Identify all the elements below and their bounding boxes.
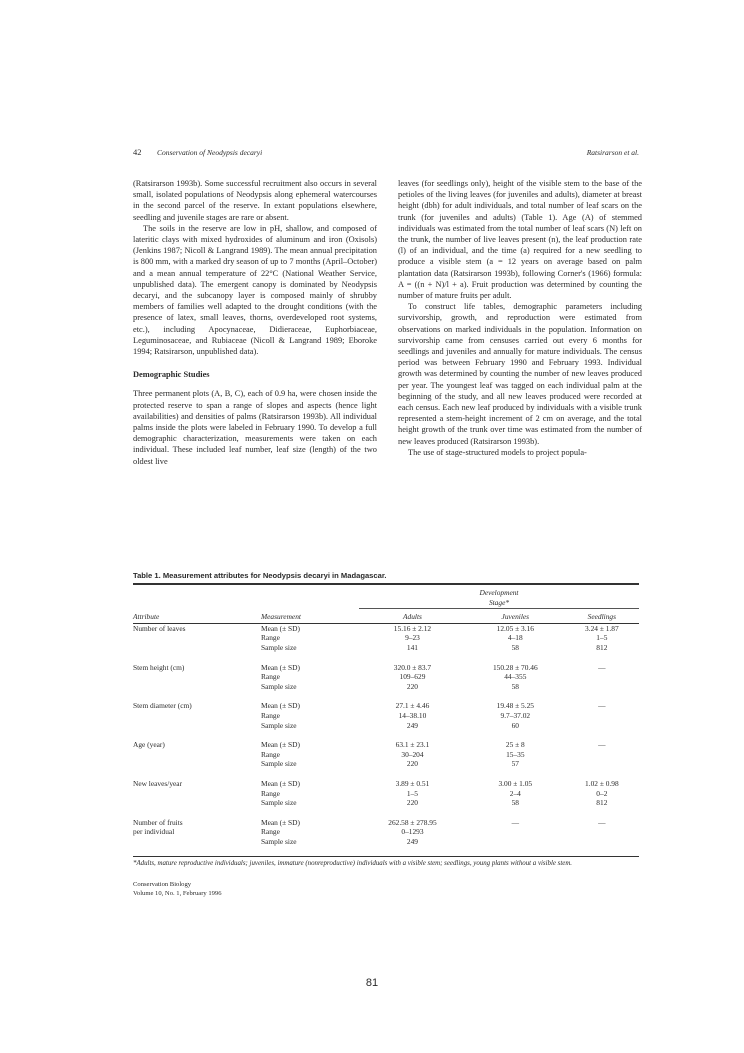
- attribute-cell: Number of fruits: [133, 817, 183, 827]
- table-row: [133, 789, 639, 799]
- attribute-cell: [133, 798, 261, 818]
- table-row: [133, 818, 639, 828]
- adults-cell: 15.16 ± 2.12: [393, 623, 432, 633]
- juveniles-cell: 3.00 ± 1.05: [498, 778, 533, 788]
- juveniles-cell: 2–4: [509, 788, 521, 798]
- seedlings-cell: 812: [596, 798, 608, 808]
- adults-cell: 220: [406, 681, 418, 691]
- measurement-cell: Mean (± SD): [261, 778, 300, 788]
- juveniles-cell: 25 ± 8: [505, 740, 525, 750]
- attribute-cell: [133, 789, 261, 799]
- juveniles-cell: 9.7–37.02: [500, 710, 531, 720]
- table-row: [133, 672, 639, 682]
- attribute-cell: Stem diameter (cm): [133, 701, 192, 711]
- table-row: [133, 643, 639, 663]
- section-paragraph: Three permanent plots (A, B, C), each of 0.9 ha, were chosen inside the protected reserve to span a range of slopes and aspects (hence light availabilities) and densities of palms (Ratsirarson 1993b). All individual palms inside the plots were labeled in February 1990. To develop a full demographic characterization, measurements were taken on each individual. These included leaf number, leaf size (length) of the two oldest live: [133, 389, 377, 466]
- juveniles-cell: —: [511, 817, 519, 827]
- seedlings-cell: 812: [596, 642, 608, 652]
- table-row: [133, 740, 639, 750]
- attribute-cell: [133, 633, 261, 643]
- col-measurement: Measurement: [261, 612, 301, 622]
- bottom-page-number: 81: [365, 977, 379, 989]
- table-caption: Table 1. Measurement attributes for Neodypsis decaryi in Madagascar.: [133, 571, 387, 580]
- measurement-cell: Mean (± SD): [261, 740, 300, 750]
- table-row: [133, 759, 639, 779]
- header-authors: Ratsirarson et al.: [586, 148, 639, 157]
- adults-cell: 3.89 ± 0.51: [395, 778, 430, 788]
- seedlings-cell: [565, 711, 639, 721]
- attribute-cell: Age (year): [133, 740, 165, 750]
- col-adults: Adults: [403, 612, 422, 622]
- measurement-cell: Sample size: [261, 720, 297, 730]
- adults-cell: 249: [406, 720, 418, 730]
- attribute-cell: [133, 672, 261, 682]
- adults-cell: 109–629: [399, 672, 426, 682]
- adults-cell: 1–5: [406, 788, 418, 798]
- table-row: [133, 798, 639, 818]
- seedlings-cell: 1–5: [596, 633, 608, 643]
- running-header: [133, 147, 639, 161]
- attribute-cell: [133, 759, 261, 779]
- seedlings-cell: [565, 827, 639, 837]
- adults-cell: 63.1 ± 23.1: [395, 740, 430, 750]
- seedlings-cell: 3.24 ± 1.87: [585, 623, 619, 633]
- journal-footer: [133, 880, 222, 898]
- seedlings-cell: [565, 721, 639, 741]
- table-row: [133, 750, 639, 760]
- adults-cell: 9–23: [405, 633, 420, 643]
- seedlings-cell: 1.02 ± 0.98: [585, 778, 619, 788]
- seedlings-cell: [565, 682, 639, 702]
- seedlings-cell: —: [598, 817, 606, 827]
- juveniles-cell: 12.05 ± 3.16: [496, 623, 534, 633]
- table-row: [133, 701, 639, 711]
- measurement-cell: Range: [261, 788, 280, 798]
- table-row: [133, 721, 639, 741]
- footer-volume: Volume 10, No. 1, February 1996: [133, 890, 222, 897]
- juveniles-cell: 58: [511, 681, 519, 691]
- juveniles-cell: 150.28 ± 70.46: [492, 662, 538, 672]
- left-paragraph-2: The soils in the reserve are low in pH, shallow, and composed of lateritic clays with mixed hydroxides of aluminum and iron (Oxisols) (Jenkins 1987; Nicoll & Langrand 1989). The mean annual precipitation is 800 mm, with a marked dry season of up to 7 months (April–October) and a mean annual temperature of 22°C (National Weather Service, unpublished data). The emergent canopy is dominated by Neodypsis decaryi, and the subcanopy layer is composed mainly of shrubby members of families well adapted to the drought conditions (with the presence of latex, small leaves, thorns, overdeveloped root systems, etc.), including Apocynaceae, Didieraceae, Euphorbiaceae, Leguminosaceae, and Rubiaceae (Nicoll & Langrand 1989; Eboroke 1994; Ratsirarson, unpublished data).: [133, 223, 377, 357]
- juveniles-cell: 44–355: [504, 672, 527, 682]
- attribute-cell: Stem height (cm): [133, 662, 185, 672]
- section-heading: Demographic Studies: [133, 370, 210, 380]
- measurement-cell: Mean (± SD): [261, 701, 300, 711]
- footer-journal: Conservation Biology: [133, 881, 192, 888]
- seedlings-cell: —: [598, 662, 606, 672]
- right-paragraph-3: The use of stage-structured models to project popula-: [408, 447, 587, 457]
- attribute-cell: [133, 643, 261, 663]
- right-paragraph-1: leaves (for seedlings only), height of the visible stem to the base of the petioles of the living leaves (for juveniles and adults), diameter at breast height (dbh) for adult individuals, and total number of leaf scars on the trunk (for juveniles and adults) (Table 1). Age (A) of stemmed individuals was estimated from the total number of leaf scars (N) left on the trunk, the number of live leaves present (n), the leaf production rate (l) of an individual, and the time (a) required for a new seedling to produce a visible stem (a = 12 years on average based on palm plantation data (Ratsirarson 1993b), following Corner's (1966) formula: A = ((n + N)/l + a). Fruit production was determined by counting the number of mature fruits per adult.: [398, 179, 642, 301]
- juveniles-cell: 15–35: [506, 749, 525, 759]
- juveniles-cell: 57: [511, 759, 519, 769]
- seedlings-cell: [565, 750, 639, 760]
- juveniles-cell: 4–18: [507, 633, 523, 643]
- measurement-cell: Mean (± SD): [261, 662, 300, 672]
- adults-cell: 141: [406, 642, 418, 652]
- measurement-cell: Range: [261, 827, 280, 837]
- table-row: [133, 633, 639, 643]
- table-row: [133, 711, 639, 721]
- juveniles-cell: 58: [511, 798, 519, 808]
- col-attribute: Attribute: [133, 612, 160, 622]
- seedlings-cell: —: [598, 740, 606, 750]
- left-paragraph-1: (Ratsirarson 1993b). Some successful recruitment also occurs in several small, isolated populations of Neodypsis along ephemeral watercourses in the second parcel of the reserve. In extant populations elsewhere, seedling and juvenile stages are rare or absent.: [133, 179, 377, 222]
- table-row: [133, 663, 639, 673]
- juveniles-cell: 60: [511, 720, 519, 730]
- measurement-table: [133, 571, 639, 868]
- stage-header: Development Stage*: [359, 588, 639, 609]
- attribute-cell: [133, 750, 261, 760]
- attribute-cell: [133, 721, 261, 741]
- measurement-cell: Sample size: [261, 642, 297, 652]
- measurement-cell: Sample size: [261, 798, 297, 808]
- juveniles-cell: [466, 837, 565, 857]
- col-seedlings: Seedlings: [587, 612, 616, 622]
- measurement-cell: Sample size: [261, 759, 297, 769]
- adults-cell: 30–204: [401, 749, 424, 759]
- adults-cell: 14–38.10: [398, 710, 427, 720]
- left-column: [133, 178, 377, 467]
- adults-cell: 320.0 ± 83.7: [393, 662, 432, 672]
- adults-cell: 27.1 ± 4.46: [395, 701, 430, 711]
- seedlings-cell: [565, 672, 639, 682]
- juveniles-cell: 19.48 ± 5.25: [496, 701, 534, 711]
- table-row: [133, 827, 639, 837]
- attribute-cell: New leaves/year: [133, 778, 183, 788]
- measurement-cell: Mean (± SD): [261, 817, 300, 827]
- table-footnote: *Adults, mature reproductive individuals; juveniles, immature (nonreproductive) individuals with a visible stem; seedlings, young plants without a visible stem.: [133, 860, 573, 868]
- right-column: [398, 178, 642, 458]
- table-row: [133, 624, 639, 634]
- attribute-cell: [133, 837, 261, 857]
- attribute-cell: per individual: [133, 827, 175, 837]
- juveniles-cell: 58: [511, 642, 519, 652]
- seedlings-cell: [565, 837, 639, 857]
- measurement-cell: Range: [261, 749, 280, 759]
- measurement-cell: Sample size: [261, 681, 297, 691]
- attribute-cell: [133, 711, 261, 721]
- adults-cell: 0–1293: [401, 827, 424, 837]
- header-page-number: 42: [133, 147, 142, 157]
- table-body: [133, 624, 639, 857]
- attribute-cell: [133, 682, 261, 702]
- table-row: [133, 682, 639, 702]
- adults-cell: 249: [406, 836, 418, 846]
- measurement-cell: Range: [261, 710, 280, 720]
- attribute-cell: Number of leaves: [133, 623, 186, 633]
- table-row: [133, 837, 639, 857]
- table-row: [133, 779, 639, 789]
- right-paragraph-2: To construct life tables, demographic parameters including survivorship, growth, and reproduction were estimated from observations on marked individuals in the population. Information on survivorship came from censuses carried out every 6 months for seedlings and juveniles and annually for mature individuals. The census period was between February 1990 and February 1993. Individual growth was determined by counting the number of new leaves produced per year. The youngest leaf was tagged on each individual palm at the beginning of the study, and all new leaves produced were recorded at each census. Each new leaf produced by individuals with a visible trunk represented a stem-height increment of 2 cm on average, and the total height growth of the trunk over time was estimated from the number of new leaves produced (Ratsirarson 1993b).: [398, 302, 642, 446]
- seedlings-cell: [565, 759, 639, 779]
- header-running-title: Conservation of Neodypsis decaryi: [157, 148, 263, 157]
- adults-cell: 262.58 ± 278.95: [388, 817, 437, 827]
- measurement-cell: Sample size: [261, 836, 297, 846]
- col-juveniles: Juveniles: [501, 612, 530, 622]
- adults-cell: 220: [406, 759, 418, 769]
- measurement-cell: Range: [261, 672, 280, 682]
- measurement-cell: Range: [261, 633, 280, 643]
- measurement-cell: Mean (± SD): [261, 623, 300, 633]
- seedlings-cell: —: [598, 701, 606, 711]
- seedlings-cell: 0–2: [596, 788, 608, 798]
- adults-cell: 220: [406, 798, 418, 808]
- juveniles-cell: [466, 827, 565, 837]
